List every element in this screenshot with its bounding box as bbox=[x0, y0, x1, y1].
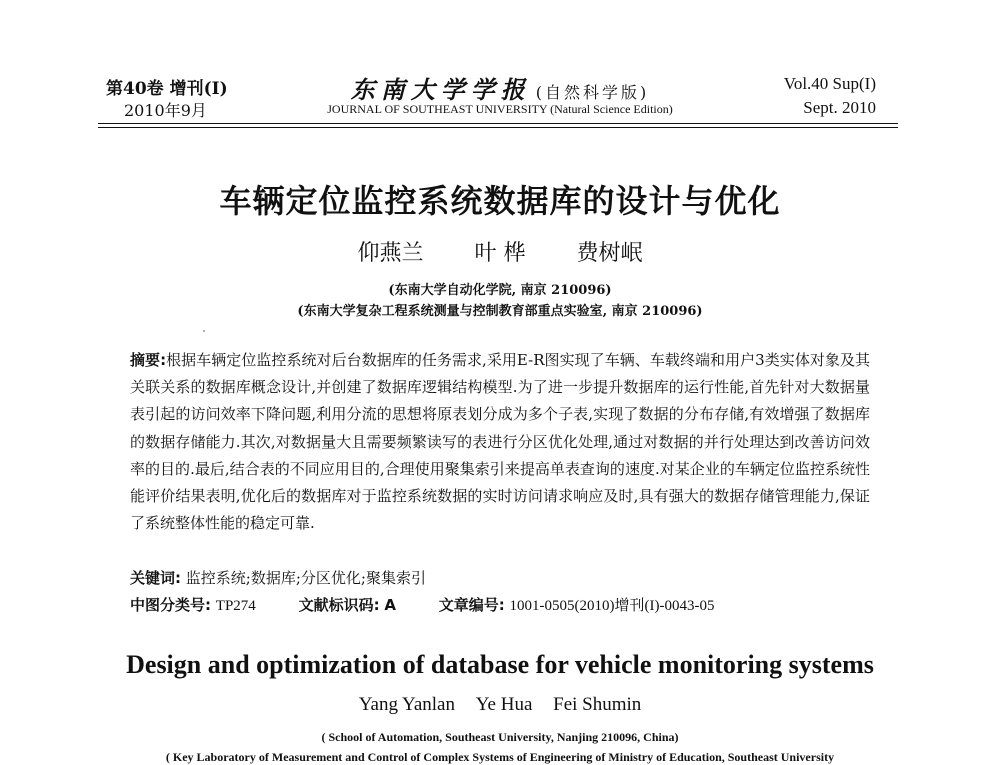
keywords-text: 监控系统;数据库;分区优化;聚集索引 bbox=[185, 569, 426, 587]
abstract bbox=[130, 347, 870, 537]
journal-name-en: JOURNAL OF SOUTHEAST UNIVERSITY (Natural Science Edition) bbox=[327, 102, 673, 116]
header-rule-top bbox=[98, 123, 898, 124]
author-cn: 叶 桦 bbox=[474, 241, 526, 266]
author-en: Fei Shumin bbox=[553, 694, 642, 715]
keywords-label: 关键词: bbox=[130, 569, 181, 587]
paper-title-en: Design and optimization of database for vehicle monitoring systems bbox=[126, 650, 874, 679]
journal-name-cn: 东南大学学报 bbox=[350, 75, 531, 104]
affiliation-cn: (东南大学复杂工程系统测量与控制教育部重点实验室, 南京 210096) bbox=[297, 304, 703, 319]
journal-volume-en: Vol.40 Sup(I) bbox=[783, 74, 876, 93]
journal-volume-cn: 第40卷 增刊(I) bbox=[106, 79, 228, 99]
author-cn: 费树岷 bbox=[576, 241, 643, 266]
scan-speck bbox=[203, 330, 205, 332]
authors-cn bbox=[0, 236, 1000, 267]
clc-value: TP274 bbox=[215, 598, 256, 614]
journal-date-en: Sept. 2010 bbox=[803, 98, 876, 117]
article-no-value: 1001-0505(2010)增刊(I)-0043-05 bbox=[509, 598, 715, 614]
affiliation-en: ( School of Automation, Southeast University, Nanjing 210096, China) bbox=[321, 730, 679, 744]
affiliation-cn: (东南大学自动化学院, 南京 210096) bbox=[388, 283, 612, 298]
clc-label: 中图分类号: bbox=[130, 596, 211, 614]
journal-date-cn: 2010年9月 bbox=[124, 101, 207, 120]
authors-en bbox=[0, 694, 1000, 716]
header-rule-bottom bbox=[98, 127, 898, 128]
journal-edition-cn: (自然科学版) bbox=[535, 83, 650, 102]
author-en: Ye Hua bbox=[475, 694, 533, 715]
article-no-label: 文章编号: bbox=[438, 596, 505, 614]
paper-title-cn: 车辆定位监控系统数据库的设计与优化 bbox=[219, 182, 781, 220]
keywords-line bbox=[130, 567, 426, 588]
author-en: Yang Yanlan bbox=[358, 694, 455, 715]
affiliation-en: ( Key Laboratory of Measurement and Control of Complex Systems of Engineering of Ministry of Education, Southeast University bbox=[165, 750, 835, 764]
doc-code-label: 文献标识码: bbox=[298, 596, 380, 614]
doc-code-value: A bbox=[384, 596, 396, 614]
classification-line bbox=[130, 594, 753, 615]
author-cn: 仰燕兰 bbox=[357, 241, 424, 266]
abstract-label: 摘要: bbox=[130, 351, 167, 369]
abstract-text: 根据车辆定位监控系统对后台数据库的任务需求,采用E-R图实现了车辆、车载终端和用户3类实体对象及其关联关系的数据库概念设计,并创建了数据库逻辑结构模型.为了进一步提升数据库的运行性能,首先针对大数据量表引起的访问效率下降问题,利用分流的思想将原表划分成为多个子表,实现了数据的分布存储,有效增强了数据库的数据存储能力.其次,对数据量大且需要频繁读写的表进行分区优化处理,通过对数据的并行处理达到改善访问效率的目的.最后,结合表的不同应用目的,合理使用聚集索引来提高单表查询的速度.对某企业的车辆定位监控系统性能评价结果表明,优化后的数据库对于监控系统数据的实时访问请求响应及时,具有强大的数据存储管理能力,保证了系统整体性能的稳定可靠. bbox=[130, 351, 870, 533]
